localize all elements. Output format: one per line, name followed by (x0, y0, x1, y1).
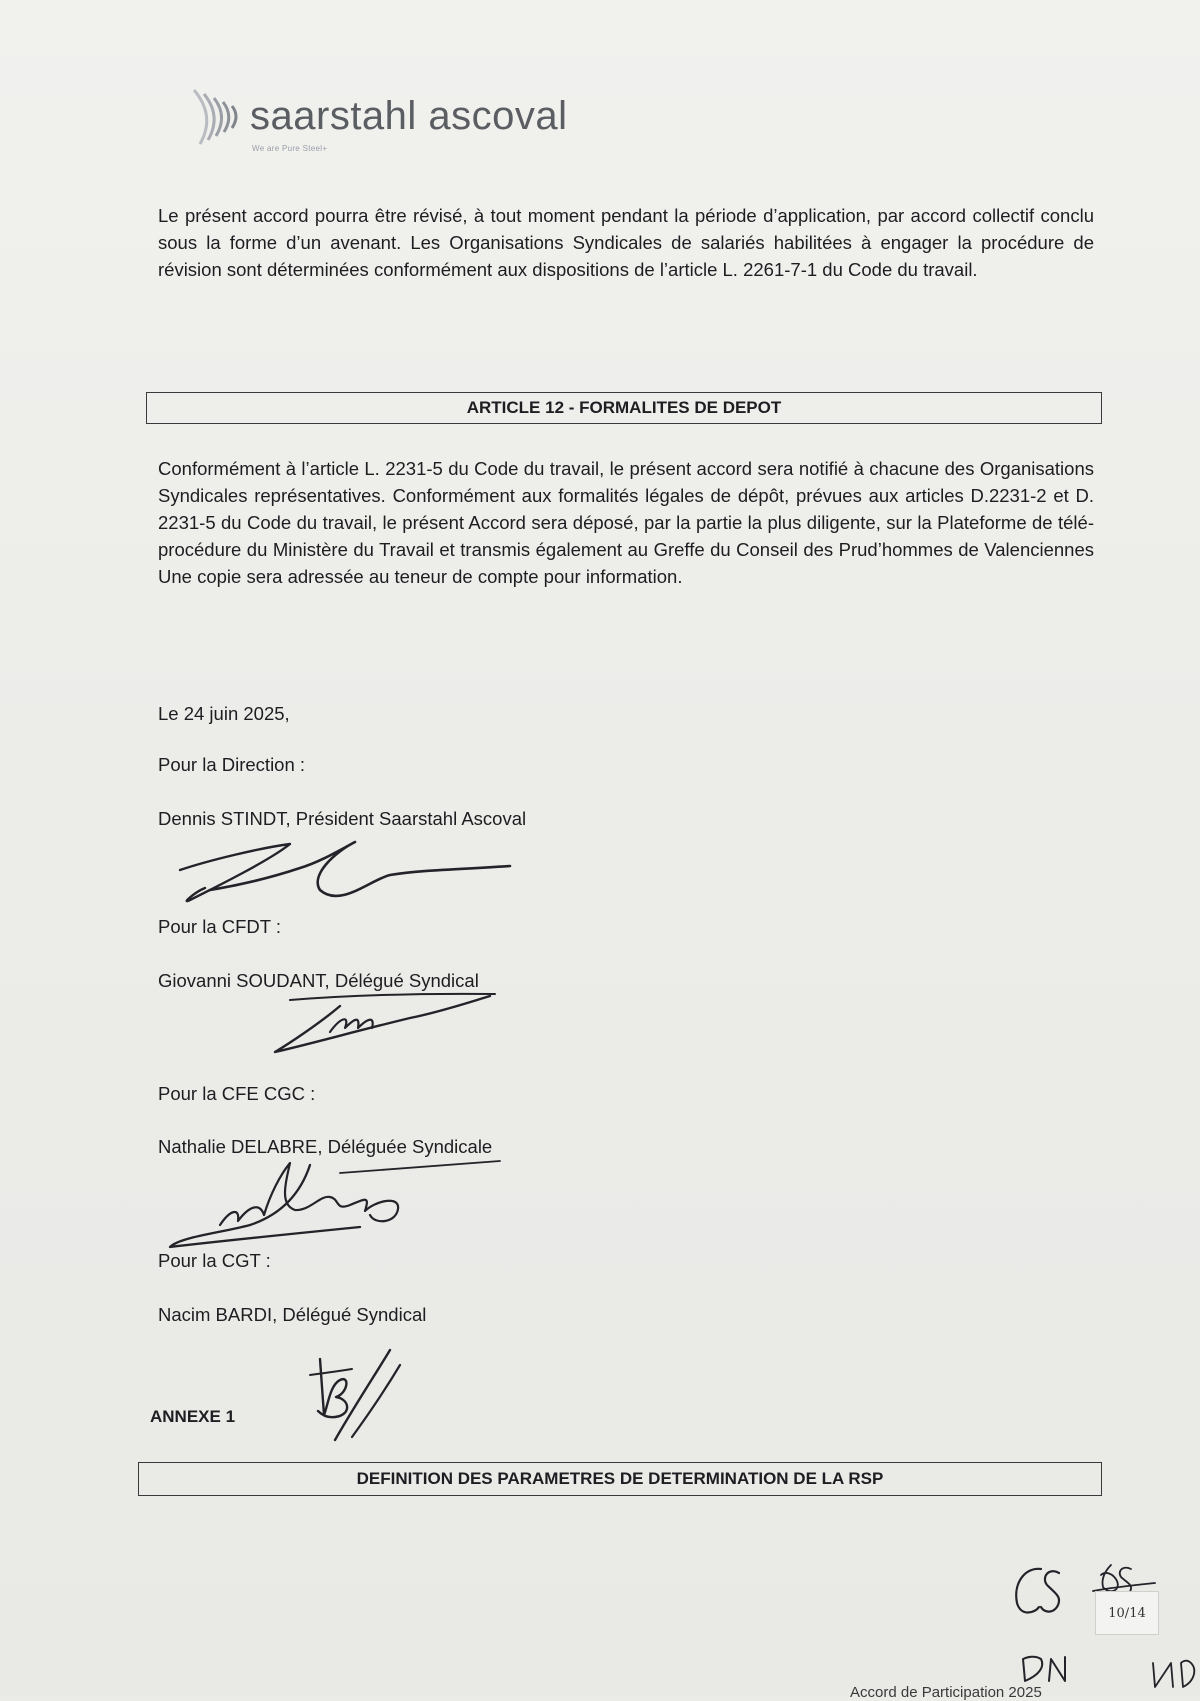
date-line: Le 24 juin 2025, (158, 703, 290, 724)
signatory-party-cgt: Pour la CGT : (158, 1250, 271, 1271)
logo-tagline: We are Pure Steel+ (252, 144, 328, 153)
revision-paragraph: Le présent accord pourra être révisé, à tout moment pendant la période d’application, par accord collectif conclu sous la forme d’un avenant. Les Organisations Syndicales de salariés habilitées à engager la procédure de révision sont déterminées conformément aux dispositions de l’article L. 2261-7-1 du Code du travail. (158, 205, 1094, 280)
annex-title: DEFINITION DES PARAMETRES DE DETERMINATION DE LA RSP (138, 1462, 1102, 1496)
company-logo (190, 86, 610, 156)
signature-direction (150, 830, 520, 910)
article-12-heading: ARTICLE 12 - FORMALITES DE DEPOT (146, 392, 1102, 424)
signatory-party-cfe-cgc: Pour la CFE CGC : (158, 1083, 316, 1104)
signatory-name-cfdt: Giovanni SOUDANT, Délégué Syndical (158, 970, 479, 991)
article-12-paragraph: Conformément à l’article L. 2231-5 du Code du travail, le présent accord sera notifié à chacune des Organisations Syndicales représentatives. Conformément aux formalités légales de dépôt, prévues aux articles D.2231-2 et D. 2231-5 du Code du travail, le présent Accord sera déposé, par la partie la plus diligente, sur la Plateforme de télé-procédure du Ministère du Travail et transmis également au Greffe du Conseil des Prud’hommes de Valenciennes Une copie sera adressée au teneur de compte pour information. (158, 458, 1094, 587)
signatory-name-cfe-cgc: Nathalie DELABRE, Déléguée Syndicale (158, 1136, 493, 1157)
signature-cfdt (250, 988, 510, 1058)
annex-label: ANNEXE 1 (150, 1407, 236, 1426)
signatory-party-direction: Pour la Direction : (158, 754, 306, 775)
signature-cgt (300, 1345, 410, 1445)
page-number: 10/14 (1095, 1591, 1159, 1635)
logo-name: saarstahl ascoval (250, 94, 568, 138)
signatory-name-direction: Dennis STINDT, Président Saarstahl Ascoval (158, 808, 527, 829)
logo-waves-icon (190, 86, 250, 148)
signatory-party-cfdt: Pour la CFDT : (158, 916, 282, 937)
signature-cfe-cgc (160, 1155, 520, 1250)
footer-text: Accord de Participation 2025 (850, 1684, 1042, 1701)
signatory-name-cgt: Nacim BARDI, Délégué Syndical (158, 1304, 427, 1325)
